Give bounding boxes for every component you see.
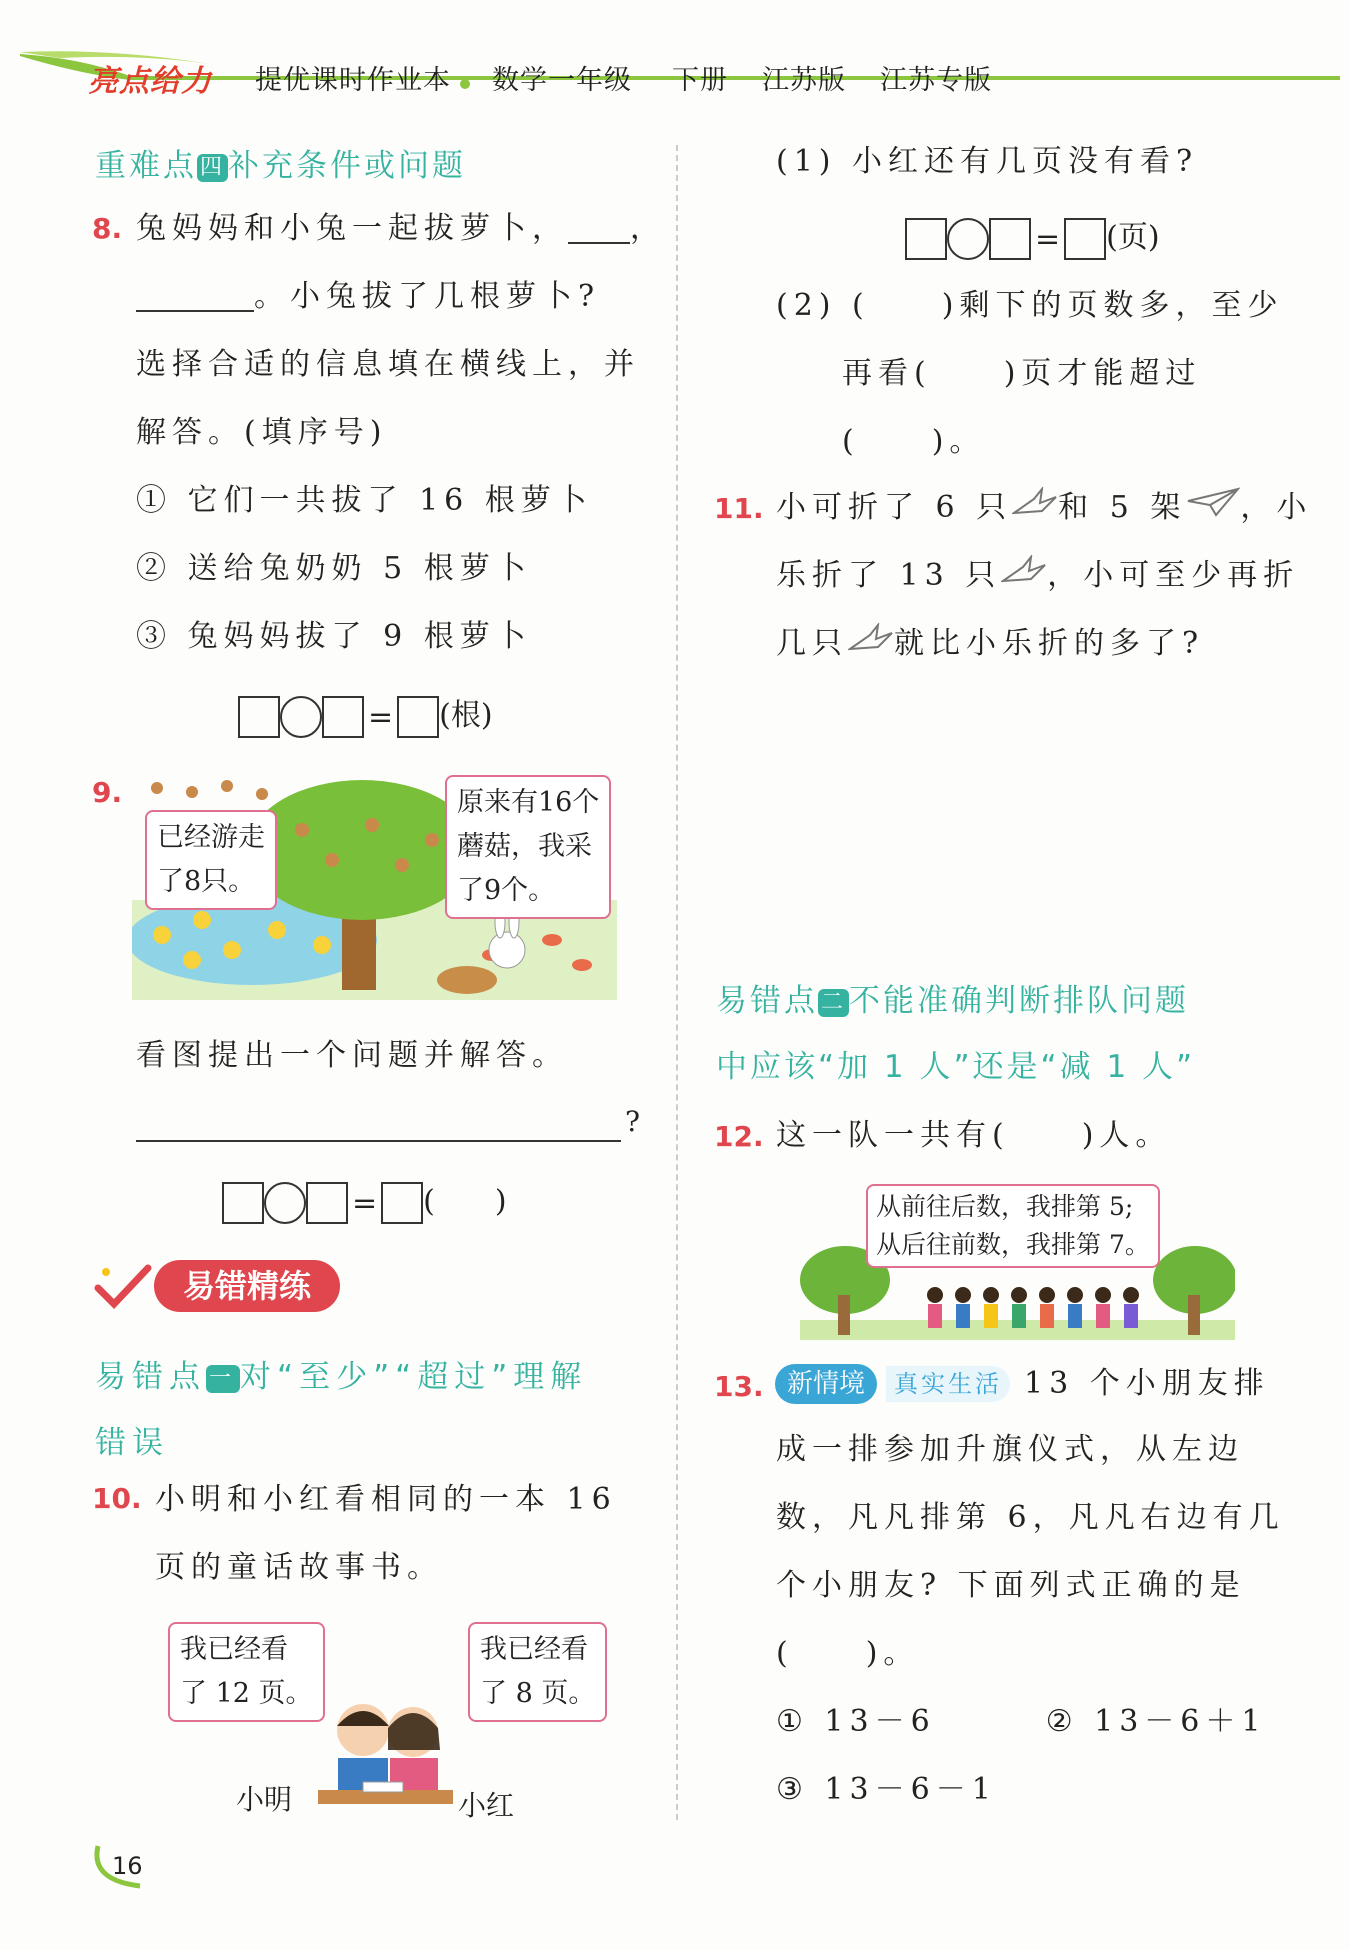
answer-box[interactable] [222, 1182, 264, 1224]
answer-box[interactable] [238, 696, 280, 738]
speech-bubble: 已经游走 了8只。 [145, 810, 277, 910]
section-heading-err1: 易错点 一对“至少”“超过”理解 错误 [95, 1359, 588, 1461]
new-scenario-tag: 新情境 [775, 1364, 877, 1404]
answer-box[interactable] [905, 218, 947, 260]
answer-line[interactable] [136, 1140, 621, 1142]
q10-sub2: (2) ( )剩下的页数多，至少 再看( )页才能超过 ( )。 [776, 288, 1284, 459]
answer-box[interactable] [397, 696, 439, 738]
section-heading-err2: 易错点 二不能准确判断排队问题 中应该“加 1 人”还是“减 1 人” [716, 983, 1196, 1085]
paper-crane-icon [1001, 555, 1047, 585]
section-badge: 一 [206, 1365, 240, 1393]
option-2: ② 13－6＋1 [1045, 1704, 1267, 1739]
question-number: 11. [714, 492, 764, 525]
option-3: ③ 13－6－1 [776, 1772, 997, 1807]
question-number: 8. [92, 212, 123, 245]
section-badge: 四 [197, 154, 228, 182]
answer-box[interactable] [1064, 218, 1106, 260]
paper-plane-icon [1186, 487, 1240, 517]
real-life-tag: 真实生活 [886, 1366, 1010, 1402]
speech-bubble: 从前往后数，我排第 5; 从后往前数，我排第 7。 [866, 1184, 1160, 1268]
answer-box[interactable] [306, 1182, 348, 1224]
question-number: 10. [92, 1482, 142, 1515]
q10-sub1: (1) 小红还有几页没有看? [776, 144, 1199, 179]
option-1: ① 它们一共拔了 16 根萝卜 [136, 483, 593, 518]
yicuo-banner: 易错精练 [154, 1260, 340, 1312]
answer-blank[interactable] [568, 242, 630, 244]
children-reading-illustration [308, 1690, 458, 1820]
name-xiaohong: 小红 [458, 1789, 515, 1822]
operator-circle[interactable] [264, 1182, 306, 1224]
section-badge: 二 [818, 989, 849, 1017]
paper-crane-icon [1012, 487, 1058, 517]
special-edition: 江苏专版 [880, 65, 992, 96]
checkmark-icon [92, 1262, 154, 1310]
option-2: ② 送给兔奶奶 5 根萝卜 [136, 551, 532, 586]
question-number: 12. [714, 1120, 764, 1153]
question-12: 这一队一共有( )人。 [776, 1118, 1172, 1153]
equation-8: = (根) [238, 690, 493, 738]
question-10: 小明和小红看相同的一本 16 页的童话故事书。 [155, 1482, 617, 1585]
section-heading-4: 重难点 四补充条件或问题 [95, 148, 467, 184]
edition: 江苏版 [762, 65, 846, 96]
equation-10: = (页) [905, 212, 1160, 260]
speech-bubble: 原来有16个 蘑菇，我采 了9个。 [445, 775, 611, 919]
question-13: 成一排参加升旗仪式，从左边 数，凡凡排第 6，凡凡右边有几 个小朋友? 下面列式正确的是 ( )。 ① 13－6 ② 13－6＋1 ③ 13－6－1 [776, 1416, 1285, 1824]
option-3: ③ 兔妈妈拔了 9 根萝卜 [136, 619, 532, 654]
operator-circle[interactable] [947, 218, 989, 260]
question-number: 9. [92, 776, 123, 809]
brand-logo: 亮点给力 [88, 64, 212, 99]
column-divider [676, 145, 678, 1820]
question-11: 小可折了 6 只 和 5 架 ，小 乐折了 13 只 ，小可至少再折 几只 就比小乐折的多了? [776, 474, 1312, 678]
speech-bubble: 我已经看 了 8 页。 [468, 1622, 607, 1722]
equation-9: = ( ) [222, 1176, 507, 1224]
answer-box[interactable] [989, 218, 1031, 260]
q9-prompt: 看图提出一个问题并解答。 [136, 1038, 568, 1073]
paper-crane-icon [848, 623, 894, 653]
answer-box[interactable] [381, 1182, 423, 1224]
subject-grade: 数学一年级 [492, 65, 632, 96]
question-8: 兔妈妈和小兔一起拔萝卜， ， 。小兔拔了几根萝卜? 选择合适的信息填在横线上，并 解答。(填序号) ① 它们一共拔了 16 根萝卜 ② 送给兔奶奶 5 根萝卜 ③ 兔妈妈拔了 9 根萝卜 [136, 195, 656, 671]
question-number: 13. [714, 1370, 764, 1403]
speech-bubble: 我已经看 了 12 页。 [168, 1622, 325, 1722]
page-number: 16 [112, 1852, 143, 1880]
answer-box[interactable] [322, 696, 364, 738]
book-title: 提优课时作业本 [255, 65, 451, 96]
term: 下册 [672, 65, 728, 96]
option-1: ① 13－6 [776, 1704, 936, 1739]
answer-blank[interactable] [136, 310, 254, 312]
name-xiaoming: 小明 [236, 1783, 293, 1816]
operator-circle[interactable] [280, 696, 322, 738]
